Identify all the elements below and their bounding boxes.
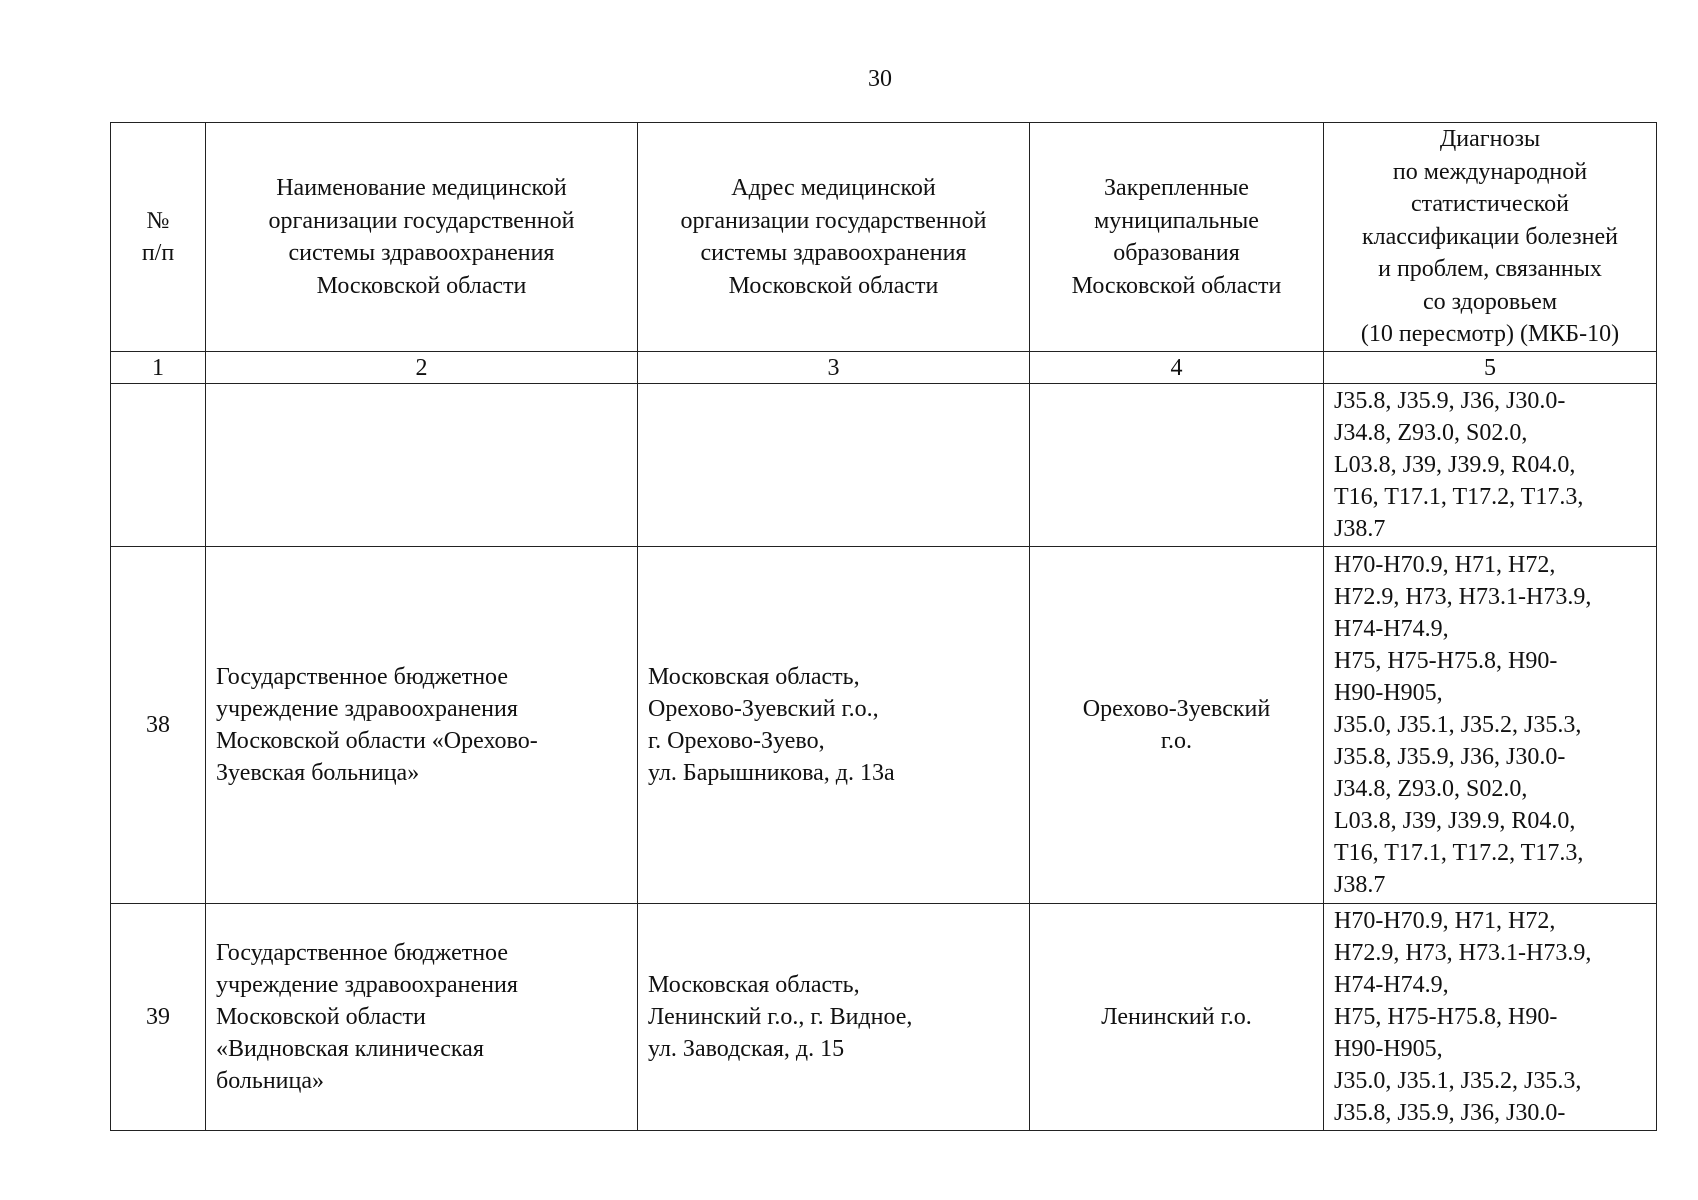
diagnosis-codes: J35.8, J35.9, J36, J30.0- J34.8, Z93.0, S02.0, L03.8, J39, J39.9, R04.0, T16, T17.1, T17.2, T17.3, J38.7 (1324, 384, 1657, 547)
organization-address: Московская область, Ленинский г.о., г. Видное, ул. Заводская, д. 15 (638, 904, 1030, 1131)
table-row (111, 547, 1657, 904)
organization-name: Государственное бюджетное учреждение здравоохранения Московской области «Орехово- Зуевская больница» (206, 547, 638, 904)
diagnosis-codes: H70-H70.9, H71, H72, H72.9, H73, H73.1-H73.9, H74-H74.9, H75, H75-H75.8, H90- H90-H905, J35.0, J35.1, J35.2, J35.3, J35.8, J35.9, J36, J30.0- J34.8, Z93.0, S02.0, L03.8, J39, J39.9, R04.0, T16, T17.1, T17.2, T17.3, J38.7 (1324, 547, 1657, 904)
row-number: 39 (111, 904, 206, 1131)
municipality: Орехово-Зуевский г.о. (1030, 547, 1324, 904)
municipality (1030, 384, 1324, 547)
column-number: 4 (1030, 352, 1324, 384)
table-header-row (111, 123, 1657, 352)
diagnosis-codes: H70-H70.9, H71, H72, H72.9, H73, H73.1-H73.9, H74-H74.9, H75, H75-H75.8, H90- H90-H905, J35.0, J35.1, J35.2, J35.3, J35.8, J35.9, J36, J30.0- (1324, 904, 1657, 1131)
organization-name (206, 384, 638, 547)
row-number (111, 384, 206, 547)
column-number: 3 (638, 352, 1030, 384)
organization-address (638, 384, 1030, 547)
column-number: 5 (1324, 352, 1657, 384)
table-row (111, 904, 1657, 1131)
column-number: 2 (206, 352, 638, 384)
column-number-row (111, 352, 1657, 384)
table-row (111, 384, 1657, 547)
header-organization-address: Адрес медицинской организации государственной системы здравоохранения Московской области (638, 123, 1030, 352)
municipality: Ленинский г.о. (1030, 904, 1324, 1131)
organization-address: Московская область, Орехово-Зуевский г.о., г. Орехово-Зуево, ул. Барышникова, д. 13а (638, 547, 1030, 904)
column-number: 1 (111, 352, 206, 384)
row-number: 38 (111, 547, 206, 904)
hospitals-table (110, 122, 1657, 1131)
organization-name: Государственное бюджетное учреждение здравоохранения Московской области «Видновская клиническая больница» (206, 904, 638, 1131)
header-number: № п/п (111, 123, 206, 352)
header-organization-name: Наименование медицинской организации государственной системы здравоохранения Московской области (206, 123, 638, 352)
header-diagnoses: Диагнозы по международной статистической классификации болезней и проблем, связанных со здоровьем (10 пересмотр) (МКБ-10) (1324, 123, 1657, 352)
header-municipalities: Закрепленные муниципальные образования Московской области (1030, 123, 1324, 352)
page-number: 30 (868, 66, 892, 92)
